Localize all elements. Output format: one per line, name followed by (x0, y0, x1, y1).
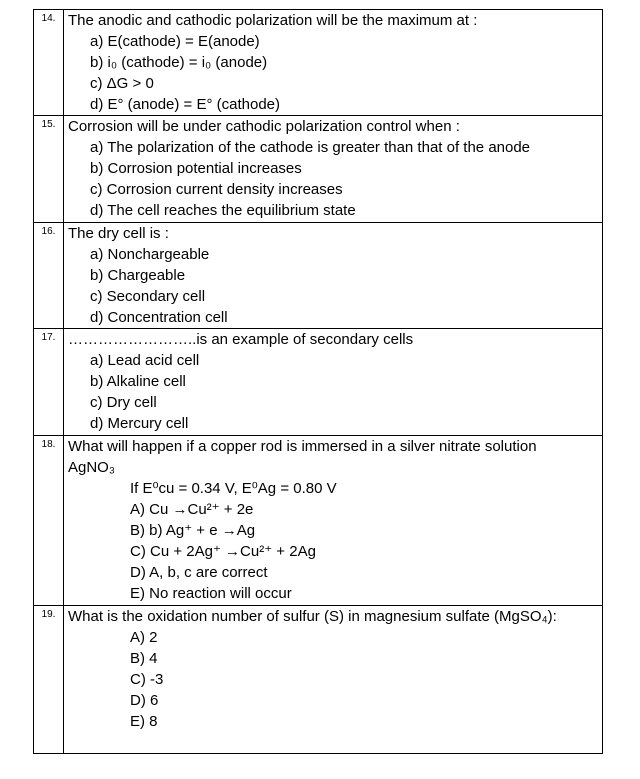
option: D) 6 (130, 692, 159, 709)
option: E) 8 (130, 713, 158, 730)
option: A) Cu →Cu²⁺ + 2e (130, 501, 254, 518)
option: C) Cu + 2Ag⁺ →Cu²⁺ + 2Ag (130, 543, 316, 560)
given-values: If E⁰cu = 0.34 V, E⁰Ag = 0.80 V (130, 480, 337, 497)
question-row (34, 436, 603, 606)
option: a) Nonchargeable (90, 246, 210, 263)
option: D) A, b, c are correct (130, 564, 268, 581)
question-text: The dry cell is : (68, 225, 169, 242)
question-number: 16. (34, 223, 64, 328)
option: d) Concentration cell (90, 309, 228, 326)
option: A) 2 (130, 629, 158, 646)
question-row (34, 116, 603, 223)
question-body (64, 10, 603, 115)
option: d) The cell reaches the equilibrium state (90, 202, 356, 219)
question-text: ……………………..is an example of secondary cells (68, 331, 414, 348)
option: b) Chargeable (90, 267, 186, 284)
question-row (34, 223, 603, 329)
question-row (34, 329, 603, 436)
question-body (64, 606, 603, 753)
question-body (64, 116, 603, 222)
option: c) ΔG > 0 (90, 75, 154, 92)
option: a) The polarization of the cathode is greater than that of the anode (90, 139, 531, 156)
option: c) Corrosion current density increases (90, 181, 343, 198)
question-number: 17. (34, 329, 64, 435)
option: c) Secondary cell (90, 288, 206, 305)
question-number: 15. (34, 116, 64, 222)
question-body (64, 436, 603, 605)
questions-table (33, 9, 603, 754)
option: B) 4 (130, 650, 158, 667)
option: E) No reaction will occur (130, 585, 292, 602)
option: a) Lead acid cell (90, 352, 200, 369)
question-text-continued: AgNO₃ (68, 459, 115, 476)
question-text: What will happen if a copper rod is immersed in a silver nitrate solution (68, 438, 537, 455)
question-text: The anodic and cathodic polarization will be the maximum at : (68, 12, 478, 29)
option: d) Mercury cell (90, 415, 189, 432)
question-text: Corrosion will be under cathodic polarization control when : (68, 118, 460, 135)
question-row (34, 10, 603, 116)
question-number: 19. (34, 606, 64, 753)
option: b) i₀ (cathode) = i₀ (anode) (90, 54, 268, 71)
option: b) Corrosion potential increases (90, 160, 302, 177)
question-text: What is the oxidation number of sulfur (S) in magnesium sulfate (MgSO₄): (68, 608, 557, 625)
option: b) Alkaline cell (90, 373, 186, 390)
question-row (34, 606, 603, 754)
option: a) E(cathode) = E(anode) (90, 33, 260, 50)
question-body (64, 329, 603, 435)
option: c) Dry cell (90, 394, 157, 411)
option: d) E° (anode) = E° (cathode) (90, 96, 281, 113)
option: B) b) Ag⁺ + e →Ag (130, 522, 256, 539)
question-number: 18. (34, 436, 64, 605)
question-body (64, 223, 603, 328)
option: C) -3 (130, 671, 164, 688)
question-number: 14. (34, 10, 64, 115)
